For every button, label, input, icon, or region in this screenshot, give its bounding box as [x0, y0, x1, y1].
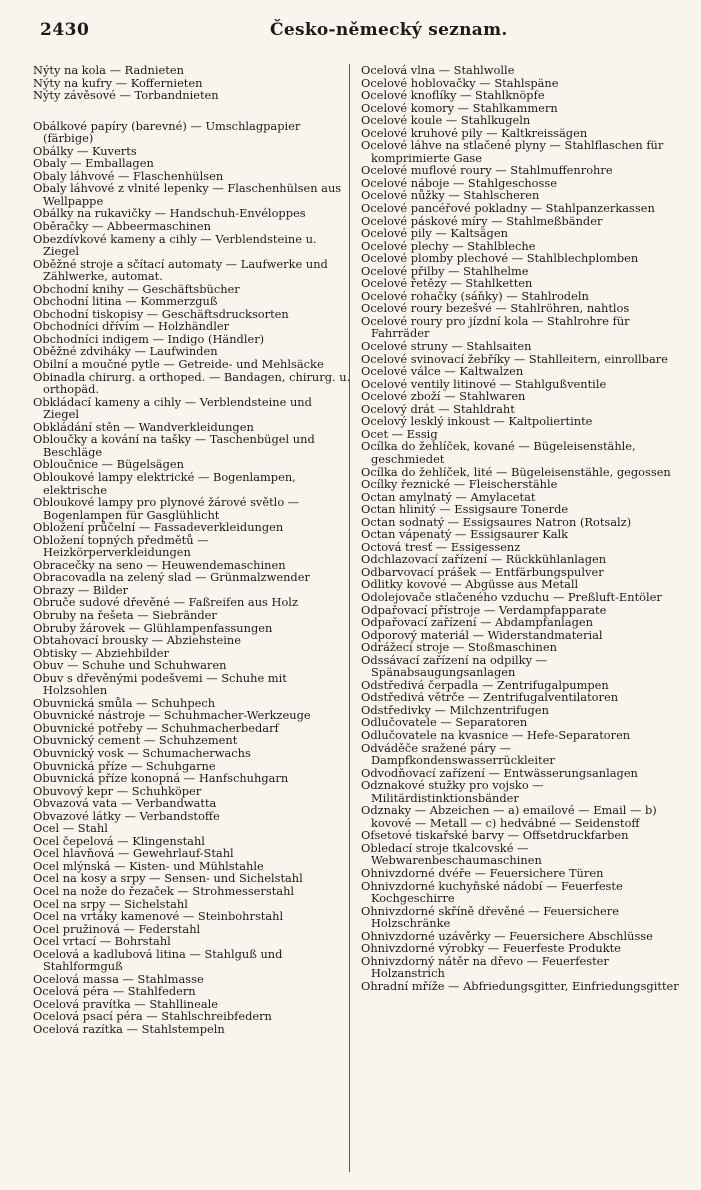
list-entry: Odvodňovací zařízení — Entwässerungsanlagen [361, 765, 638, 780]
list-entry: Ocelové komory — Stahlkammern [361, 100, 558, 115]
list-entry: Ocel — Stahl [33, 821, 108, 836]
list-entry: Odssávací zařízení na odpilky — Spänabsaugungsanlagen [361, 652, 548, 680]
list-entry: Obloukové lampy elektrické — Bogenlampen, elektrische [33, 469, 296, 497]
list-entry: Obaly láhvové — Flaschenhülsen [33, 168, 224, 183]
right-column [361, 64, 679, 992]
list-entry: Odrážecí stroje — Stoßmaschinen [361, 640, 557, 655]
list-entry: Obuvnické potřeby — Schuhmacherbedarf [33, 720, 279, 735]
list-entry: Nýty závěsové — Torbandnieten [33, 88, 219, 103]
list-entry: Ocelové pancéřové pokladny — Stahlpanzerkassen [361, 201, 655, 216]
list-entry: Obuv s dřevěnými podešvemi — Schuhe mit Holzsohlen [33, 670, 287, 698]
list-entry: Obchodní litina — Kommerzguß [33, 294, 218, 309]
list-entry: Ohnivzdorné kuchyňské nádobí — Feuerfeste Kochgeschirre [361, 878, 623, 906]
list-entry: Obtahovací brousky — Abziehsteine [33, 633, 241, 648]
list-entry: Ocelové náboje — Stahlgeschosse [361, 175, 557, 190]
list-entry: Ocelové koule — Stahlkugeln [361, 113, 531, 128]
list-entry: Obezdívkové kameny a cihly — Verblendsteine u. Ziegel [33, 231, 317, 259]
list-entry: Obuvnický vosk — Schumacherwachs [33, 745, 251, 760]
list-entry: Ocel čepelová — Klingenstahl [33, 833, 205, 848]
list-entry: Odlučovatele — Separatoren [361, 715, 528, 730]
list-entry: Ocel vrtací — Bohrstahl [33, 934, 171, 949]
list-entry: Ocet — Essig [361, 426, 438, 441]
list-entry: Ocelové svinovací žebříky — Stahlleitern, einrollbare [361, 351, 668, 366]
list-entry: Obuvnický cement — Schuhzement [33, 733, 238, 748]
list-entry: Odlučovatele na kvasnice — Hefe-Separatoren [361, 727, 631, 742]
list-entry: Ohnivzdorný nátěr na dřevo — Feuerfester Holzanstrich [361, 953, 609, 981]
list-entry: Octan sodnatý — Essigsaures Natron (Rotsalz) [361, 514, 632, 529]
page-title: Česko-německý seznam. [270, 20, 508, 40]
list-entry: Ocelové ventily litinové — Stahlgußventile [361, 376, 607, 391]
list-entry: Ocílka do žehlíček, lité — Bügeleisenstähle, gegossen [361, 464, 671, 479]
list-entry: Obloučnice — Bügelsägen [33, 457, 184, 472]
list-entry: Obracečky na seno — Heuwendemaschinen [33, 557, 286, 572]
list-entry: Ocel na vrtáky kamenové — Steinbohrstahl [33, 909, 284, 924]
list-entry: Ocelová a kadlubová litina — Stahlguß und Stahlformguß [33, 946, 283, 974]
list-entry: Obloučky a kování na tašky — Taschenbügel und Beschläge [33, 432, 315, 459]
list-entry: Obuvový kepr — Schuhköper [33, 783, 202, 798]
list-entry: Ocelové válce — Kaltwalzen [361, 364, 524, 379]
list-entry: Ocelový lesklý inkoust — Kaltpoliertinte [361, 414, 593, 429]
page-header [30, 18, 650, 44]
list-entry: Ohradní mříže — Abfriedungsgitter, Einfriedungsgitter [361, 978, 679, 993]
list-entry: Obilní a moučné pytle — Getreide- und Mehlsäcke [33, 357, 324, 372]
list-entry: Octan amylnatý — Amylacetat [361, 489, 536, 504]
page-number: 2430 [40, 20, 90, 40]
list-entry: Odlitky kovové — Abgüsse aus Metall [361, 577, 579, 592]
list-entry: Ocel pružinová — Federstahl [33, 921, 201, 936]
list-entry: Obloukové lampy pro plynové žárové světlo — Bogenlampen für Gasglühlicht [33, 495, 300, 522]
list-entry: Ocelové roury pro jízdní kola — Stahlrohre für Fahrräder [361, 313, 630, 341]
list-entry: Ocelová psací péra — Stahlschreibfedern [33, 1009, 272, 1024]
list-entry: Obracovadla na zelený slad — Grünmalzwender [33, 570, 310, 585]
list-entry: Obkládání stěn — Wandverkleidungen [33, 419, 254, 434]
list-entry: Odpařovací zařízení — Abdampfanlagen [361, 615, 593, 630]
list-entry: Ocel na nože do řezaček — Strohmesserstahl [33, 884, 295, 898]
list-entry: Ocelové hoblovačky — Stahlspäne [361, 75, 559, 90]
list-entry: Ocelové roury bezešvé — Stahlröhren, nahtlos [361, 301, 630, 316]
list-entry: Obaly — Emballagen [33, 156, 154, 171]
list-entry: Obuvnické nástroje — Schuhmacher-Werkzeuge [33, 708, 311, 723]
list-entry: Octan vápenatý — Essigsaurer Kalk [361, 527, 569, 542]
list-entry: Odchlazovací zařízení — Rückkühlanlagen [361, 552, 607, 567]
list-entry: Ohnivzdorné dvéře — Feuersichere Türen [361, 866, 604, 880]
list-entry: Oběžné zdviháky — Laufwinden [33, 344, 218, 359]
list-entry: Ocelová massa — Stahlmasse [33, 971, 204, 986]
list-entry: Ocelová péra — Stahlfedern [33, 984, 196, 999]
entry-gap [33, 102, 351, 120]
list-entry: Ocelové muflové roury — Stahlmuffenrohre [361, 163, 613, 178]
list-entry: Odznaky — Abzeichen — a) emailové — Email — b) kovové — Metall — c) hedvábné — Seidenstoff [361, 803, 657, 830]
list-entry: Odbarvovací prášek — Entfärbungspulver [361, 564, 604, 579]
list-entry: Obuvnická příze — Schuhgarne [33, 758, 216, 773]
list-entry: Obuvnická smůla — Schuhpech [33, 695, 216, 710]
list-entry: Ocelové kruhové pily — Kaltkreissägen [361, 125, 588, 140]
list-entry: Octová tresť — Essigessenz [361, 539, 521, 554]
list-entry: Ocel hlavňová — Gewehrlauf-Stahl [33, 846, 234, 861]
list-entry: Odporový materiál — Widerstandmaterial [361, 627, 603, 642]
list-entry: Obruby na řešeta — Siebränder [33, 607, 217, 622]
list-entry: Ohnivzdorné uzávěrky — Feuersichere Abschlüsse [361, 928, 653, 943]
list-entry: Ocelová vlna — Stahlwolle [361, 63, 515, 77]
list-entry: Nýty na kola — Radnieten [33, 63, 184, 77]
list-entry: Obrazy — Bilder [33, 582, 129, 597]
list-entry: Ocelové láhve na stlačené plyny — Stahlflaschen für komprimierte Gase [361, 138, 664, 165]
list-entry: Oběžné stroje a sčítací automaty — Laufwerke und Zählwerke, automat. [33, 256, 328, 284]
list-entry: Ocelové řetězy — Stahlketten [361, 276, 533, 291]
list-entry: Odpařovací přístroje — Verdampfapparate [361, 602, 607, 617]
list-entry: Obkládací kameny a cihly — Verblendsteine und Ziegel [33, 394, 312, 422]
list-entry: Ocelové pily — Kaltsägen [361, 226, 508, 241]
list-entry: Odváděče sražené páry — Dampfkondenswasserrückleiter [361, 740, 555, 768]
list-entry: Obvazová vata — Verbandwatta [33, 796, 217, 811]
list-entry: Nýty na kufry — Koffernieten [33, 75, 203, 90]
list-entry: Obálky — Kuverts [33, 143, 137, 158]
list-entry: Obvazové látky — Verbandstoffe [33, 808, 220, 823]
list-entry: Obuv — Schuhe und Schuhwaren [33, 658, 227, 673]
list-entry: Odstředivky — Milchzentrifugen [361, 702, 549, 717]
list-entry: Ocelové páskové míry — Stahlmeßbänder [361, 213, 603, 228]
list-entry: Ocelová pravítka — Stahllineale [33, 996, 219, 1011]
list-entry: Ocelové knoflíky — Stahlknöpfe [361, 88, 545, 103]
list-entry: Ocílky řeznické — Fleischerstähle [361, 477, 558, 492]
list-entry: Odstředivá čerpadla — Zentrifugalpumpen [361, 677, 609, 692]
list-entry: Ocel na kosy a srpy — Sensen- und Sichelstahl [33, 871, 303, 886]
list-entry: Obruby žárovek — Glühlampenfassungen [33, 620, 273, 635]
list-entry: Ocel mlýnská — Kisten- und Mühlstahle [33, 858, 264, 873]
list-entry: Obchodní tiskopisy — Geschäftsdrucksorten [33, 306, 289, 321]
list-entry: Ocelové rohačky (sáňky) — Stahlrodeln [361, 288, 589, 303]
list-entry: Obinadla chirurg. a orthoped. — Bandagen, chirurg. u. orthopäd. [33, 369, 351, 397]
list-entry: Obuvnická příze konopná — Hanfschuhgarn [33, 771, 289, 786]
list-entry: Obložení topných předmětů — Heizkörperverkleidungen [33, 532, 209, 560]
left-column [33, 64, 351, 1036]
list-entry: Odznakové stužky pro vojsko — Militärdistinktionsbänder [361, 778, 544, 805]
list-entry: Ohnivzdorné skříně dřevěné — Feuersichere Holzschränke [361, 903, 619, 931]
list-entry: Ocelové nůžky — Stahlscheren [361, 188, 540, 203]
list-entry: Obchodníci indigem — Indigo (Händler) [33, 331, 265, 346]
list-entry: Ocelový drát — Stahldraht [361, 401, 515, 416]
list-entry: Obruče sudové dřevěné — Faßreifen aus Holz [33, 595, 298, 610]
list-entry: Ocelové plechy — Stahlbleche [361, 238, 536, 253]
list-entry: Odolejovače stlačeného vzduchu — Preßluft-Entöler [361, 589, 662, 604]
list-entry: Obálkové papíry (barevné) — Umschlagpapier (färbige) [33, 118, 301, 146]
list-entry: Ocelové plomby plechové — Stahlblechplomben [361, 251, 639, 266]
list-entry: Octan hlinitý — Essigsaure Tonerde [361, 502, 569, 517]
list-entry: Ocel na srpy — Sichelstahl [33, 896, 188, 911]
list-entry: Odstředivá větrče — Zentrifugalventilatoren [361, 690, 619, 705]
list-entry: Obtisky — Abziehbilder [33, 645, 169, 660]
list-entry: Ocelová razítka — Stahlstempeln [33, 1022, 225, 1037]
list-entry: Obaly láhvové z vlnité lepenky — Flaschenhülsen aus Wellpappe [33, 181, 342, 208]
list-entry: Ocelové přilby — Stahlhelme [361, 263, 529, 278]
list-entry: Oběračky — Abbeermaschinen [33, 219, 211, 234]
list-entry: Obledací stroje tkalcovské — Webwarenbeschaumaschinen [361, 840, 542, 868]
list-entry: Ohnivzdorné výrobky — Feuerfeste Produkte [361, 941, 621, 956]
list-entry: Ocelové struny — Stahlsaiten [361, 339, 532, 354]
list-entry: Obložení průčelní — Fassadeverkleidungen [33, 520, 284, 535]
list-entry: Obchodní knihy — Geschäftsbücher [33, 281, 240, 296]
list-entry: Ocílka do žehlíček, kované — Bügeleisenstähle, geschmiedet [361, 439, 636, 466]
list-entry: Obálky na rukavičky — Handschuh-Envéloppes [33, 206, 306, 221]
list-entry: Ofsetové tiskařské barvy — Offsetdruckfarben [361, 828, 629, 843]
column-divider [349, 64, 350, 1172]
list-entry: Obchodníci dřívím — Holzhändler [33, 319, 230, 334]
list-entry: Ocelové zboží — Stahlwaren [361, 389, 526, 404]
